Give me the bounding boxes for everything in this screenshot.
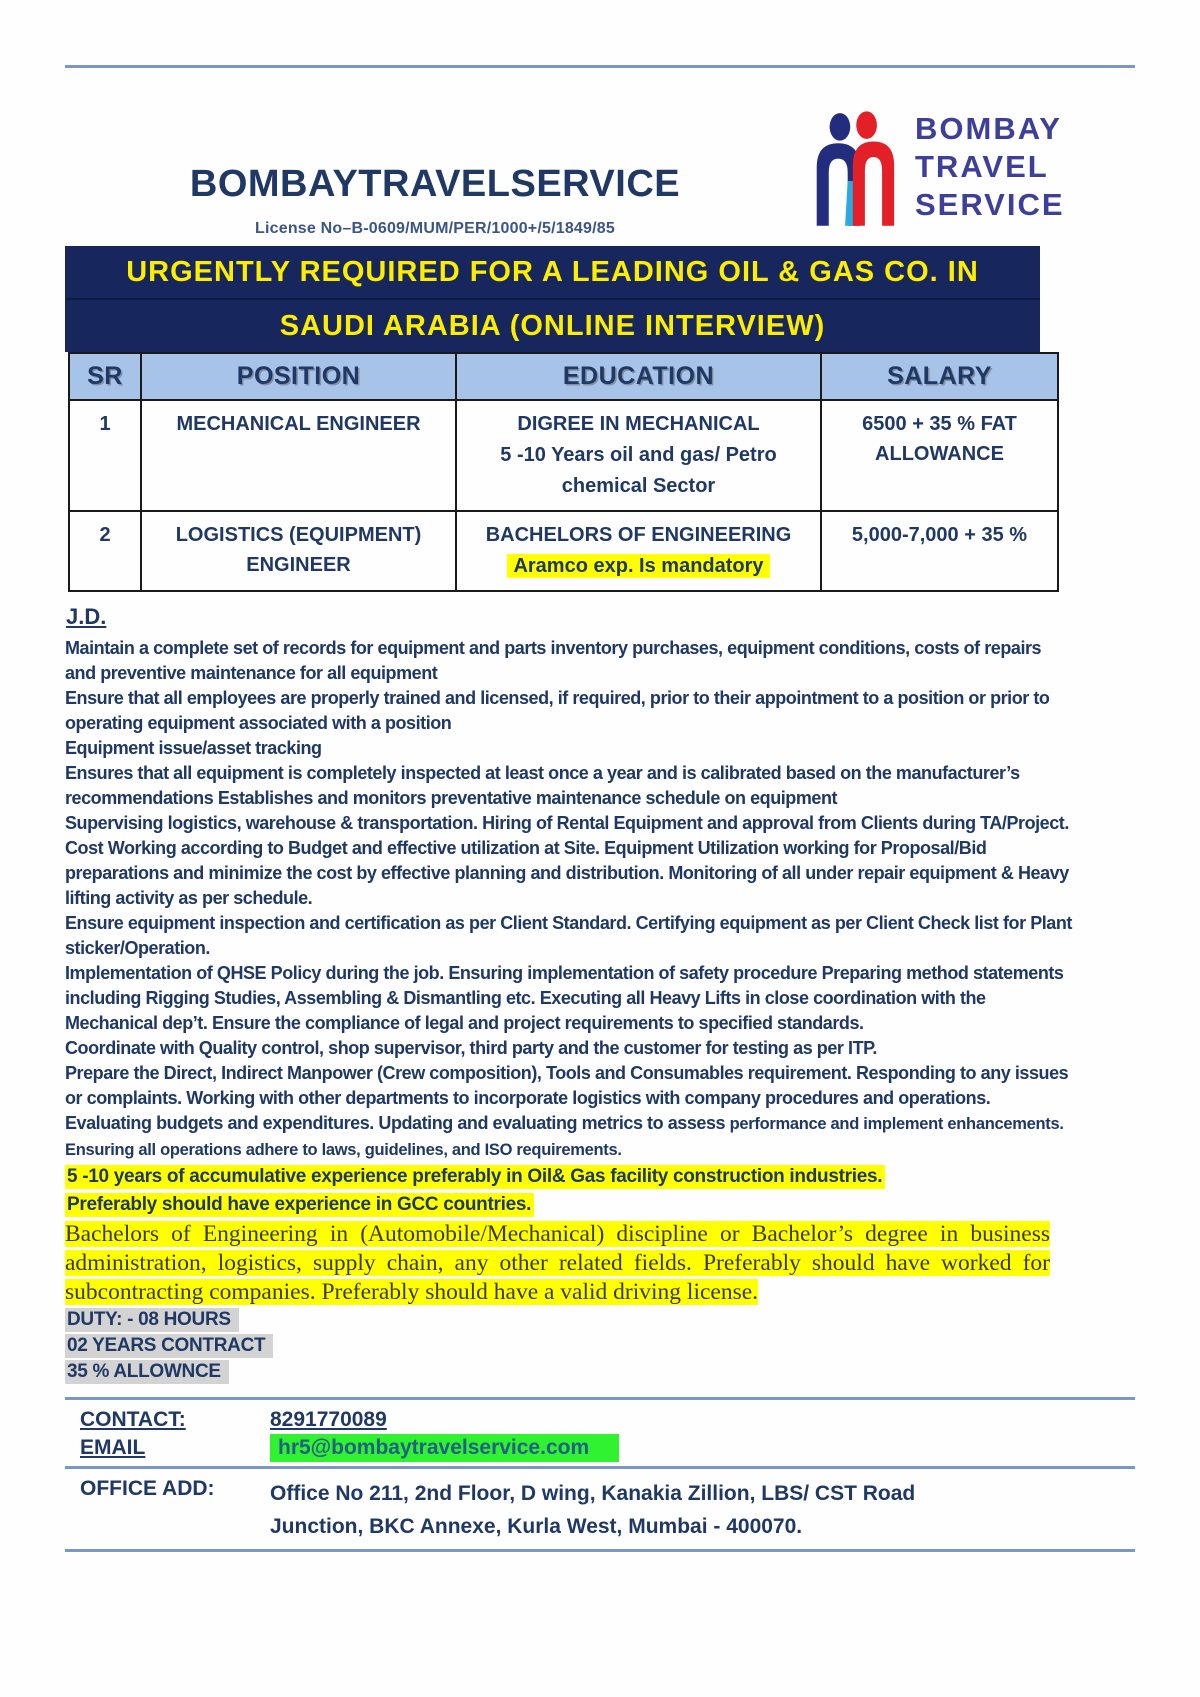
logo-word-service: SERVICE — [915, 187, 1065, 222]
office-address-block — [65, 1469, 1135, 1549]
logo-word-travel: TRAVEL — [915, 149, 1049, 184]
page-title: BOMBAYTRAVELSERVICE — [189, 163, 681, 205]
urgent-requirement-banner — [65, 246, 1040, 352]
education-line: 5 -10 Years oil and gas/ Petro chemical Sector — [500, 444, 777, 497]
logo-wordmark — [915, 110, 1065, 224]
duty-hours: DUTY: - 08 HOURS — [65, 1307, 1073, 1333]
header-position: POSITION — [141, 353, 456, 400]
contract-years: 02 YEARS CONTRACT — [65, 1333, 1073, 1359]
experience-highlight-2: Preferably should have experience in GCC countries. — [65, 1191, 1073, 1219]
cell-position: LOGISTICS (EQUIPMENT) ENGINEER — [141, 511, 456, 591]
jd-last-small: performance and implement enhancements. Ensuring all operations adhere to laws, guidelines, and ISO requirements. — [65, 1115, 1064, 1159]
cell-salary: 6500 + 35 % FAT ALLOWANCE — [821, 400, 1058, 511]
header-education: EDUCATION — [456, 353, 821, 400]
logo-word-bombay: BOMBAY — [915, 111, 1062, 146]
jd-paragraph: Ensures that all equipment is completely inspected at least once a year and is calibrated based on the manufacturer’s recommendations Establishes and monitors preventative maintenance schedule on equipment — [65, 763, 1020, 808]
header-sr: SR — [69, 353, 141, 400]
jd-paragraph: Supervising logistics, warehouse & transportation. Hiring of Rental Equipment and approval from Clients during TA/Project. — [65, 813, 1069, 833]
email-value-wrap — [270, 1436, 1135, 1460]
table-header-row — [69, 353, 1058, 400]
banner-line-2: SAUDI ARABIA (ONLINE INTERVIEW) — [279, 310, 826, 342]
jd-heading: J.D. — [66, 604, 107, 629]
company-logo — [815, 88, 1135, 228]
qualification-highlight: Bachelors of Engineering in (Automobile/Mechanical) discipline or Bachelor’s degree in business administration, logistics, supply chain, any other related fields. Preferably should have worked for subcontracting companies. Preferably should have a valid driving license. — [65, 1221, 1050, 1305]
education-highlight: Aramco exp. Is mandatory — [467, 551, 810, 582]
contact-block — [65, 1400, 1135, 1466]
jd-paragraph: Coordinate with Quality control, shop supervisor, third party and the customer for testing as per ITP. — [65, 1038, 877, 1058]
jd-paragraph: Equipment issue/asset tracking — [65, 738, 322, 758]
cell-education — [456, 400, 821, 511]
jd-paragraph: Implementation of QHSE Policy during the job. Ensuring implementation of safety procedure Preparing method statements including Rigging Studies, Assembling & Dismantling etc. Executing all Heavy Lifts in close coordination with the Mechanical dep’t. Ensure the compliance of legal and project requirements to specified standards. — [65, 963, 1064, 1033]
cell-sr: 2 — [69, 511, 141, 591]
table-row — [69, 511, 1058, 591]
jd-paragraph-last — [65, 1061, 1073, 1163]
jd-paragraph: Maintain a complete set of records for equipment and parts inventory purchases, equipment conditions, costs of repairs and preventive maintenance for all equipment — [65, 638, 1042, 683]
document-header — [65, 88, 1135, 238]
table-row — [69, 400, 1058, 511]
jd-paragraph: Ensure equipment inspection and certification as per Client Standard. Certifying equipment as per Client Check list for Plant sticker/Operation. — [65, 913, 1072, 958]
office-label: OFFICE ADD: — [80, 1477, 215, 1500]
education-line: DIGREE IN MECHANICAL — [517, 413, 760, 435]
cell-education — [456, 511, 821, 591]
top-divider — [65, 65, 1135, 68]
contact-phone[interactable]: 8291770089 — [270, 1408, 387, 1431]
email-link[interactable]: hr5@bombaytravelservice.com — [270, 1434, 619, 1462]
banner-line-1: URGENTLY REQUIRED FOR A LEADING OIL & GAS CO. IN — [65, 246, 1040, 300]
contact-label: CONTACT: — [80, 1408, 186, 1431]
experience-highlight-1: 5 -10 years of accumulative experience preferably in Oil& Gas facility construction industries. — [65, 1163, 1073, 1191]
cell-sr: 1 — [69, 400, 141, 511]
cell-position: MECHANICAL ENGINEER — [141, 400, 456, 511]
bottom-divider — [65, 1549, 1135, 1552]
jd-paragraph: Ensure that all employees are properly trained and licensed, if required, prior to their appointment to a position or prior to operating equipment associated with a position — [65, 688, 1050, 733]
positions-table — [68, 352, 1059, 592]
jd-paragraph: Cost Working according to Budget and effective utilization at Site. Equipment Utilization working for Proposal/Bid preparations and minimize the cost by effective planning and distribution. Monitoring of all under repair equipment & Heavy lifting activity as per schedule. — [65, 838, 1069, 908]
license-number: License No–B-0609/MUM/PER/1000+/5/1849/85 — [255, 220, 615, 237]
people-logo-icon — [815, 110, 901, 228]
header-title-block — [65, 88, 805, 238]
job-description-section — [65, 604, 1073, 1385]
allowance-percent: 35 % ALLOWNCE — [65, 1359, 1073, 1385]
header-salary: SALARY — [821, 353, 1058, 400]
cell-salary: 5,000-7,000 + 35 % — [821, 511, 1058, 591]
office-address: Office No 211, 2nd Floor, D wing, Kanakia Zillion, LBS/ CST Road Junction, BKC Annexe, Kurla West, Mumbai - 400070. — [270, 1482, 916, 1538]
education-line: BACHELORS OF ENGINEERING — [485, 524, 792, 546]
jd-last-main: Prepare the Direct, Indirect Manpower (Crew composition), Tools and Consumables requirement. Responding to any issues or complaints. Working with other departments to incorporate logistics with company procedures and operations. Evaluating budgets and expenditures. Updating and evaluating metrics to assess — [65, 1063, 1069, 1133]
email-label: EMAIL — [80, 1436, 146, 1459]
